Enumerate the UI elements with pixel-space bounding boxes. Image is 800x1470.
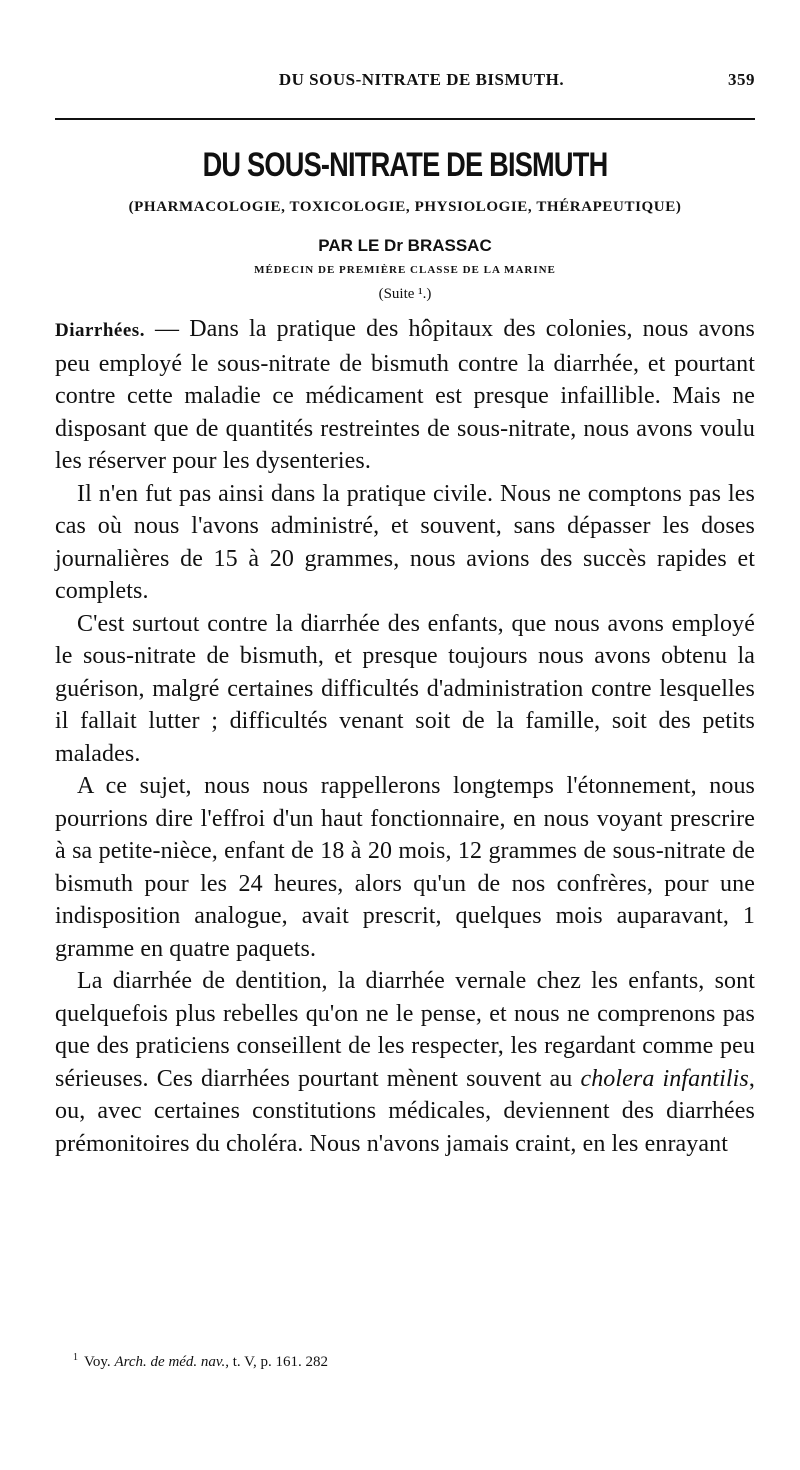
continuation-note: (Suite ¹.) xyxy=(378,286,432,302)
article-title: DU SOUS-NITRATE DE BISMUTH xyxy=(202,146,608,184)
footnote-source: Arch. de méd. nav. xyxy=(114,1354,226,1370)
author-line: PAR LE Dr BRASSAC xyxy=(318,236,492,255)
paragraph: C'est surtout contre la diarrhée des enfants, que nous avons employé le sous-nitrate de bismuth, et presque toujours nous avons obtenu la guérison, malgré certaines difficultés d'administration contre lesquelles il fallait lutter ; difficultés venant soit de la famille, soit des petits malades. xyxy=(55,610,755,767)
footnote-prefix: Voy. xyxy=(84,1354,115,1370)
running-title: DU SOUS-NITRATE DE BISMUTH. xyxy=(278,70,565,89)
page-number: 359 xyxy=(728,70,755,89)
page xyxy=(55,70,755,1160)
paragraph: Il n'en fut pas ainsi dans la pratique civile. Nous ne comptons pas les cas où nous l'avons administré, et souvent, sans dépasser les doses journalières de 15 à 20 grammes, nous avions des succès rapides et complets. xyxy=(55,480,755,604)
article-subtitle: (PHARMACOLOGIE, TOXICOLOGIE, PHYSIOLOGIE, THÉRAPEUTIQUE) xyxy=(128,199,682,215)
footnote-suffix: , t. V, p. 161. 282 xyxy=(225,1354,329,1370)
section-lead: Diarrhées. xyxy=(55,320,145,341)
italic-term: cholera infantilis xyxy=(580,1065,749,1092)
running-head xyxy=(55,70,755,104)
paragraph-text: , ou, avec certaines constitutions médicales, deviennent des diarrhées prémonitoires du choléra. Nous n'avons jamais craint, en les enrayant xyxy=(55,1065,755,1157)
header-rule xyxy=(55,118,755,120)
paragraph-text: — Dans la pratique des hôpitaux des colonies, nous avons peu employé le sous-nitrate de bismuth contre la diarrhée, et pourtant contre cette maladie ce médicament est presque infaillible. Mais ne disposant que de quantités restreintes de sous-nitrate, nous avons voulu les réserver pour les dysenteries. xyxy=(55,316,755,474)
footnote xyxy=(55,1352,773,1371)
author-affiliation: MÉDECIN DE PREMIÈRE CLASSE DE LA MARINE xyxy=(254,264,556,276)
footnote-mark: 1 xyxy=(73,1352,78,1363)
paragraph-text: La diarrhée de dentition, la diarrhée vernale chez les enfants, sont quelquefois plus rebelles qu'on ne le pense, et nous ne comprenons pas que des praticiens conseillent de les respecter, les regardant comme peu sérieuses. Ces diarrhées pourtant mènent souvent au xyxy=(55,968,755,1092)
paragraph: A ce sujet, nous nous rappellerons longtemps l'étonnement, nous pourrions dire l'effroi d'un haut fonctionnaire, en nous voyant prescrire à sa petite-nièce, enfant de 18 à 20 mois, 12 grammes de sous-nitrate de bismuth pour les 24 heures, alors qu'un de nos confrères, pour une indisposition analogue, avait prescrit, quelques mois auparavant, 1 gramme en quatre paquets. xyxy=(55,773,755,962)
paragraph xyxy=(55,965,755,1160)
paragraph xyxy=(55,313,755,478)
body-text xyxy=(55,313,755,1160)
